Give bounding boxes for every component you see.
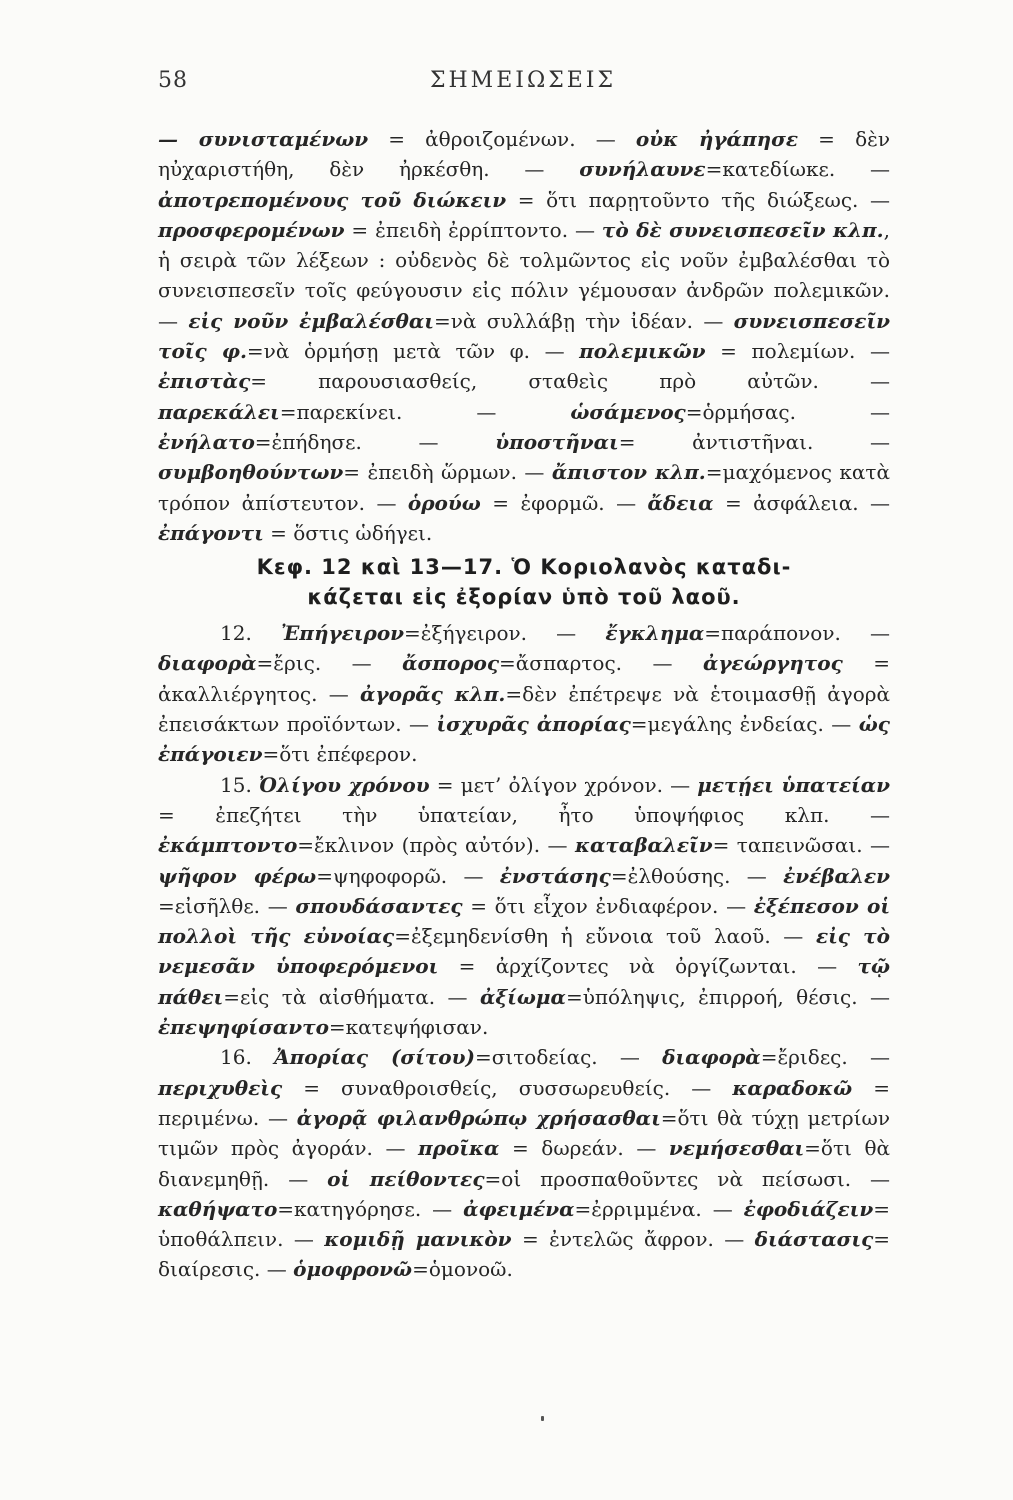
gloss-text: =ὅτι θὰ διανεμηθῇ. — [158,1136,890,1191]
glossary-term: διάστασις [754,1227,874,1252]
glossary-term: ἐπεψηφίσαντο [158,1015,329,1040]
glossary-term: τὸ δὲ συνεισπεσεῖν κλπ. [601,217,884,242]
notes-paragraph-15 [158,770,890,1043]
gloss-text: = ἐντελῶς ἄφρον. — [511,1227,755,1252]
gloss-text: =ἐρριμμένα. — [574,1196,744,1221]
gloss-text: 12. [220,621,281,646]
gloss-text: =ὁμονοῶ. [412,1257,513,1282]
glossary-term: εἰς νοῦν ἐμβαλέσθαι [188,308,434,333]
glossary-term: — συνισταμένων [158,127,369,151]
glossary-term: οἱ πείθοντες [327,1166,485,1191]
chapter-heading-line-1: Κεφ. 12 καὶ 13—17. Ὁ Κοριολανὸς καταδι- [256,555,792,580]
gloss-text: = ἀθροιζομένων. — [368,127,636,151]
glossary-term: ἐπάγοντι [158,520,264,545]
gloss-text: =ἐπήδησε. — [254,429,496,454]
glossary-term: ὑποστῆναι [495,429,619,454]
gloss-text: = δὲν ηὐχαριστήθη, δὲν ἠρκέσθη. — [158,127,891,182]
gloss-text: = διαίρεσις. — [158,1227,891,1282]
glossary-term: Ἐπήγειρον [280,621,405,646]
gloss-text: =παρεκίνει. — [279,399,571,424]
gloss-text: =εἰς τὰ αἰσθήματα. — [223,984,480,1009]
glossary-term: ἀποτρεπομένους τοῦ διώκειν [158,187,507,212]
glossary-term: ὡς ἐπάγοιεν [158,712,890,767]
glossary-term: ἄδεια [647,490,714,515]
gloss-text: =ὑπόληψις, ἐπιρροή, θέσις. — [565,984,890,1009]
glossary-term: πολεμικῶν [579,339,706,364]
gloss-text: = ἀκαλλιέργητος. — [158,651,890,706]
gloss-text: =δὲν ἐπέτρεψε νὰ ἑτοιμασθῇ ἀγορὰ ἐπεισάκτων προϊόντων. — [158,681,891,737]
glossary-term: ὡσάμενος [570,399,686,424]
gloss-text: =ἄσπαρτος. — [499,651,703,676]
gloss-text: = μετ’ ὀλίγον χρόνον. — [429,772,698,797]
gloss-text: 16. [220,1045,275,1070]
glossary-term: ἐνστάσης [499,863,611,888]
glossary-term: Ὀλίγου χρόνου [258,772,430,797]
gloss-text: = ἐπεζήτει τὴν ὑπατείαν, ἦτο ὑποψήφιος κλπ. — [158,802,890,827]
glossary-term: περιχυθεὶς [158,1075,283,1100]
glossary-term: ἐνήλατο [158,429,255,454]
gloss-text: = ταπεινῶσαι. — [712,833,890,858]
glossary-term: ἐφοδιάζειν [743,1196,874,1221]
gloss-text: = περιμένω. — [158,1075,890,1130]
glossary-term: ἐπιστὰς [158,369,251,394]
glossary-term: συνεισπεσεῖν τοῖς φ. [158,308,890,364]
page-number: 58 [158,68,188,93]
gloss-text: =ὁρμήσας. — [685,399,890,424]
glossary-term: τῷ πάθει [158,954,890,1009]
glossary-term: ἄπιστον κλπ. [551,460,706,485]
glossary-term: συνήλαυνε [579,157,706,182]
gloss-text: = συναθροισθείς, συσσωρευθείς. — [282,1075,733,1100]
gloss-text: =ὅτι θὰ τύχῃ μετρίων τιμῶν πρὸς ἀγοράν. — [158,1105,890,1161]
gloss-text: = ἀρχίζοντες νὰ ὀργίζωνται. — [438,954,858,979]
gloss-text: =ἐξεμηδενίσθη ἡ εὔνοια τοῦ λαοῦ. — [394,924,816,949]
glossary-term: ἐξέπεσον οἱ πολλοὶ τῆς εὐνοίας [158,893,891,949]
glossary-term: ἰσχυρᾶς ἀπορίας [436,712,631,737]
gloss-text: =εἰσῆλθε. — [158,893,296,918]
glossary-term: κομιδῇ μανικὸν [324,1227,512,1252]
gloss-text: = παρουσιασθείς, σταθεὶς πρὸ αὐτῶν. — [250,369,890,394]
gloss-text: =ἐξήγειρον. — [404,621,606,646]
gloss-text: =ὅτι ἐπέφερον. [262,742,418,767]
gloss-text: = ἐπειδὴ ὥρμων. — [343,460,552,485]
gloss-text: =ἔκλινον (πρὸς αὐτόν). — [297,833,575,858]
glossary-term: διαφορὰ [158,651,257,676]
gloss-text: = ὅστις ὡδήγει. [263,520,433,545]
glossary-term: Ἀπορίας (σίτου) [274,1045,475,1070]
chapter-heading [158,552,890,612]
gloss-text: = ἀντιστῆναι. — [618,429,890,454]
running-title: ΣΗΜΕΙΩΣΕΙΣ [429,68,617,93]
gloss-text: = ἀσφάλεια. — [713,490,890,515]
glossary-term: ὁμοφρονῶ [293,1257,413,1282]
gloss-text: =οἱ προσπαθοῦντες νὰ πείσωσι. — [484,1166,891,1191]
glossary-term: ἀγορᾷ φιλανθρώπῳ χρήσασθαι [296,1105,661,1130]
glossary-term: ὁρούω [407,490,481,515]
gloss-text: =ἔριδες. — [760,1045,890,1070]
gloss-text: = ὅτι παρῃτοῦντο τῆς διώξεως. — [506,187,890,212]
glossary-term: ἐνέβαλεν [783,863,890,888]
page-header [158,68,888,102]
glossary-term: καραδοκῶ [732,1075,853,1100]
gloss-text: =νὰ ὁρμήσῃ μετὰ τῶν φ. — [246,339,580,364]
notes-paragraph-12 [158,618,890,769]
glossary-term: μετῄει ὑπατείαν [697,772,890,797]
gloss-text: =μαχόμενος κατὰ τρόπον ἀπίστευτον. — [158,460,890,515]
glossary-term: ἀφειμένα [463,1196,575,1221]
glossary-term: σπουδάσαντες [295,893,463,918]
glossary-term: καθήψατο [158,1196,278,1221]
notes-paragraph-intro [158,124,890,548]
gloss-text: =σιτοδείας. — [474,1045,663,1070]
glossary-term: παρεκάλει [158,399,280,424]
glossary-term: διαφορὰ [662,1045,761,1070]
print-speck [541,1416,544,1421]
glossary-term: ἔγκλημα [605,621,705,646]
gloss-text: = ὑποθάλπειν. — [158,1196,890,1252]
gloss-text: = ἐφορμῶ. — [480,490,648,515]
gloss-text: =παράπονον. — [704,621,890,646]
glossary-term: καταβαλεῖν [574,833,713,858]
gloss-text: =ψηφοφορῶ. — [316,863,500,888]
gloss-text: =μεγάλης ἐνδείας. — [630,712,859,737]
glossary-term: ψῆφον φέρω [158,863,317,888]
gloss-text: =κατεψήφισαν. [328,1015,489,1040]
notes-paragraph-16 [158,1042,890,1284]
glossary-term: συμβοηθούντων [158,460,344,485]
gloss-text: , ἡ σειρὰ τῶν λέξεων : οὐδενὸς δὲ τολμῶντος εἰς νοῦν ἐμβαλέσθαι τὸ συνεισπεσεῖν τοῖς φεύγουσιν εἰς πόλιν γέμουσαν ἀνδρῶν πολεμικῶν. — [158,217,890,333]
glossary-term: νεμήσεσθαι [668,1136,805,1161]
gloss-text: =κατηγόρησε. — [277,1196,464,1221]
gloss-text: = πολεμίων. — [705,339,890,364]
gloss-text: =ἔρις. — [256,651,403,676]
gloss-text: =νὰ συλλάβῃ τὴν ἰδέαν. — [433,308,734,333]
gloss-text: = δωρεάν. — [499,1136,669,1161]
glossary-term: ἐκάμπτοντο [158,833,298,858]
glossary-term: ἀγεώργητος [702,651,843,676]
gloss-text: = ἐπειδὴ ἐρρίπτοντο. — [344,217,602,242]
gloss-text: 15. [220,772,259,797]
glossary-term: οὐκ ἠγάπησε [635,127,799,151]
glossary-term: ἀξίωμα [479,984,566,1009]
glossary-term: προσφερομένων [158,217,345,242]
chapter-heading-line-2: κάζεται εἰς ἐξορίαν ὑπὸ τοῦ λαοῦ. [307,585,741,610]
glossary-term: προῖκα [418,1136,500,1161]
glossary-term: ἄσπορος [402,651,500,676]
gloss-text: =ἐλθούσης. — [610,863,784,888]
glossary-term: εἰς τὸ νεμεσᾶν ὑποφερόμενοι [158,924,890,979]
gloss-text: = ὅτι εἶχον ἐνδιαφέρον. — [462,893,754,918]
gloss-text: =κατεδίωκε. — [705,157,890,182]
glossary-term: ἀγορᾶς κλπ. [360,681,506,706]
notes-body [158,124,890,1285]
